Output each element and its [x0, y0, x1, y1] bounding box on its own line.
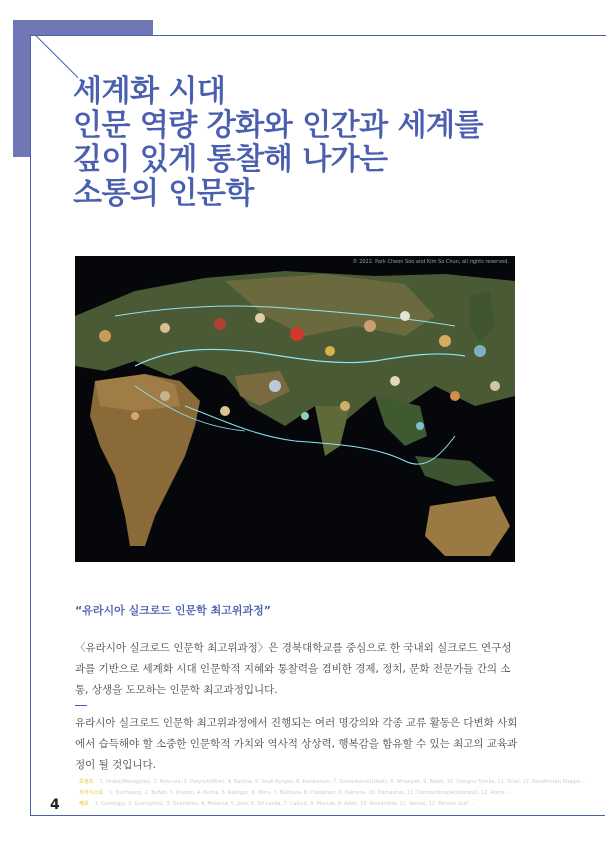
headline-line-4: 소통의 인문학: [73, 176, 254, 211]
legend-row-steppe: [79, 778, 586, 785]
legend-row-sea: [79, 800, 475, 807]
legend-row-oasis: [79, 789, 511, 796]
headline-line-3: 깊이 있게 통찰해 나가는: [73, 142, 388, 177]
map-illustration: [75, 256, 515, 562]
bottom-rule: [30, 815, 605, 816]
course-quote-title: “유라시아 실크로드 인문학 최고위과정”: [75, 604, 271, 617]
legend-label: 초원로: [79, 779, 94, 785]
map-credit: © 2022. Park Cheon Soo and Kim So Chun, all rights reserved.: [352, 259, 509, 265]
activities-paragraph: 유라시아 실크로드 인문학 최고위과정에서 진행되는 여러 명강의와 각종 교류 활동은 다변화 사회에서 습득해야 할 소중한 인문학적 가치와 역사적 상상력, 행복감을 함유할 수 있는 최고의 교육과정이 될 것입니다.: [75, 717, 518, 771]
headline-line-1: 세계화 시대: [73, 74, 226, 109]
legend-items: 1. Ordos(Monagolia), 2. Noin-ula, 3. Pazyryk(Altai), 4. Bactria, 5. Issyk Kurgan, 6. Karakorum, 7. Samarkand(Uzbek), 8. Afrasiyab, 9. Balkh, 10. Xiongnu Tombs, 11. Xi'an, 12. Kazakhstan Steppe ...: [99, 779, 587, 785]
headline-line-2: 인문 역량 강화와 인간과 세계를: [73, 108, 484, 143]
legend-items: 1. Dunhuang, 2. Turfan, 3. Khotan, 4. Kucha, 5. Kashgar, 6. Merv, 7. Bukhara, 8. Ctesiphon, 9. Palmyra, 10. Damascus, 11. Constantinople(Istanbul), 12. Rome ...: [109, 790, 512, 796]
legend-label: 해로: [79, 801, 89, 807]
intro-paragraph: 〈유라시아 실크로드 인문학 최고위과정〉은 경북대학교를 중심으로 한 국내외 실크로드 연구성과를 기반으로 세계화 시대 인문학적 지혜와 통찰력을 겸비한 경제, 정치, 문화 전문가들 간의 소통, 상생을 도모하는 인문학 최고과정입니다.: [75, 642, 512, 696]
page-number: 4: [50, 797, 60, 813]
paragraph-divider: [75, 705, 87, 706]
legend-label: 오아시스로: [79, 790, 104, 796]
headline: [73, 75, 483, 211]
legend-items: 1. Gyeongju, 2. Guangzhou, 3. Quanzhou, 4. Malacca, 5. Java, 6. Sri Lanka, 7. Calicut, 8. Muscat, 9. Aden, 10. Alexandria, 11. Venice, 12. Persian Gulf ...: [94, 801, 475, 807]
